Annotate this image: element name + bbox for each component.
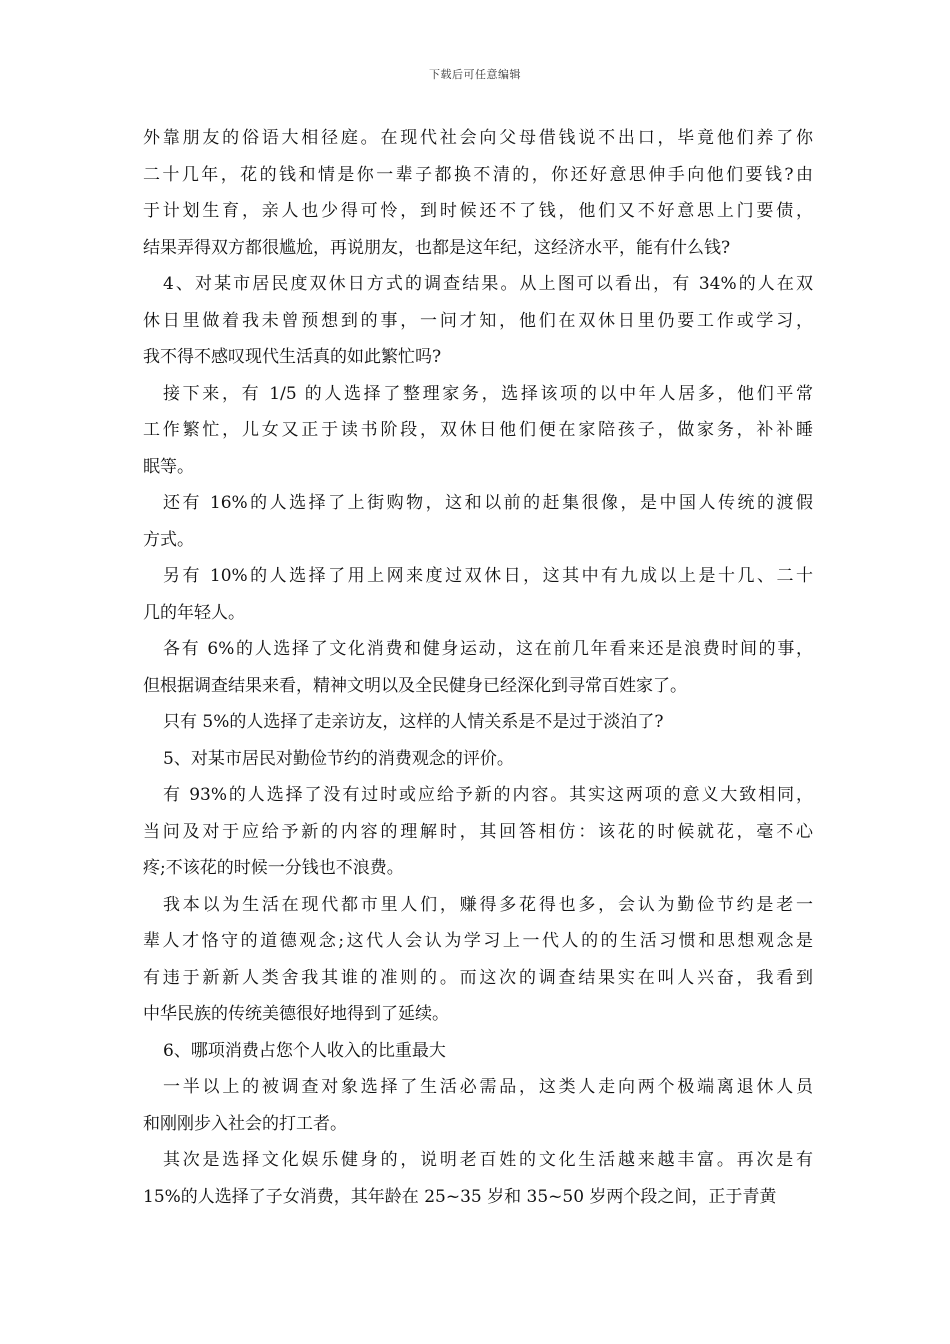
text-line: 其次是选择文化娱乐健身的，说明老百姓的文化生活越来越丰富。再次是有 <box>163 1150 813 1170</box>
text-line: 15%的人选择了子女消费，其年龄在 25~35 岁和 35~50 岁两个段之间，正于青黄 <box>143 1186 777 1207</box>
document-body <box>143 120 813 1215</box>
text-line: 休日里做着我未曾预想到的事，一问才知，他们在双休日里仍要工作或学习， <box>143 310 813 331</box>
paragraph <box>143 376 813 486</box>
paragraph <box>143 1033 813 1070</box>
paragraph <box>143 485 813 558</box>
text-line: 另有 10%的人选择了用上网来度过双休日，这其中有九成以上是十几、二十 <box>163 566 813 586</box>
text-line: 只有 5%的人选择了走亲访友，这样的人情关系是不是过于淡泊了? <box>163 712 664 732</box>
text-line: 和刚刚步入社会的打工者。 <box>143 1113 347 1134</box>
text-line: 工作繁忙，儿女又正于读书阶段，双休日他们便在家陪孩子，做家务，补补睡 <box>143 420 813 440</box>
text-line: 眠等。 <box>143 456 194 477</box>
text-line: 当问及对于应给予新的内容的理解时，其回答相仿：该花的时候就花，毫不心 <box>143 821 813 842</box>
paragraph <box>143 266 813 376</box>
paragraph <box>143 777 813 887</box>
page-header: 下载后可任意编辑 <box>429 68 521 81</box>
text-line: 还有 16%的人选择了上街购物，这和以前的赶集很像，是中国人传统的渡假 <box>163 493 813 513</box>
paragraph <box>143 1142 813 1215</box>
text-line: 一半以上的被调查对象选择了生活必需品，这类人走向两个极端离退休人员 <box>163 1077 813 1097</box>
paragraph <box>143 741 813 778</box>
paragraph <box>143 1069 813 1142</box>
paragraph <box>143 704 813 741</box>
text-line: 但根据调查结果来看，精神文明以及全民健身已经深化到寻常百姓家了。 <box>143 675 687 696</box>
text-line: 各有 6%的人选择了文化消费和健身运动，这在前几年看来还是浪费时间的事， <box>163 639 813 659</box>
paragraph <box>143 887 813 1033</box>
text-line: 有违于新新人类舍我其谁的准则的。而这次的调查结果实在叫人兴奋，我看到 <box>143 967 813 988</box>
text-line: 二十几年，花的钱和情是你一辈子都换不清的，你还好意思伸手向他们要钱?由 <box>143 164 813 185</box>
text-line: 疼;不该花的时候一分钱也不浪费。 <box>143 858 404 878</box>
text-line: 我本以为生活在现代都市里人们，赚得多花得也多，会认为勤俭节约是老一 <box>163 894 813 915</box>
text-line: 4、对某市居民度双休日方式的调查结果。从上图可以看出，有 34%的人在双 <box>163 274 813 294</box>
text-line: 于计划生育，亲人也少得可怜，到时候还不了钱，他们又不好意思上门要债， <box>143 201 813 221</box>
text-line: 接下来，有 1/5 的人选择了整理家务，选择该项的以中年人居多，他们平常 <box>163 383 813 404</box>
paragraph <box>143 631 813 704</box>
text-line: 方式。 <box>143 529 194 550</box>
paragraph <box>143 120 813 266</box>
text-line: 结果弄得双方都很尴尬，再说朋友，也都是这年纪，这经济水平，能有什么钱? <box>143 237 731 258</box>
text-line: 有 93%的人选择了没有过时或应给予新的内容。其实这两项的意义大致相同， <box>163 785 813 805</box>
paragraph <box>143 558 813 631</box>
text-line: 我不得不感叹现代生活真的如此繁忙吗? <box>143 347 442 367</box>
text-line: 辈人才恪守的道德观念;这代人会认为学习上一代人的的生活习惯和思想观念是 <box>143 931 813 951</box>
text-line: 几的年轻人。 <box>143 602 245 623</box>
text-line: 中华民族的传统美德很好地得到了延续。 <box>143 1004 449 1024</box>
text-line: 5、对某市居民对勤俭节约的消费观念的评价。 <box>163 748 514 769</box>
text-line: 6、哪项消费占您个人收入的比重最大 <box>163 1040 446 1061</box>
text-line: 外靠朋友的俗语大相径庭。在现代社会向父母借钱说不出口，毕竟他们养了你 <box>143 128 813 148</box>
